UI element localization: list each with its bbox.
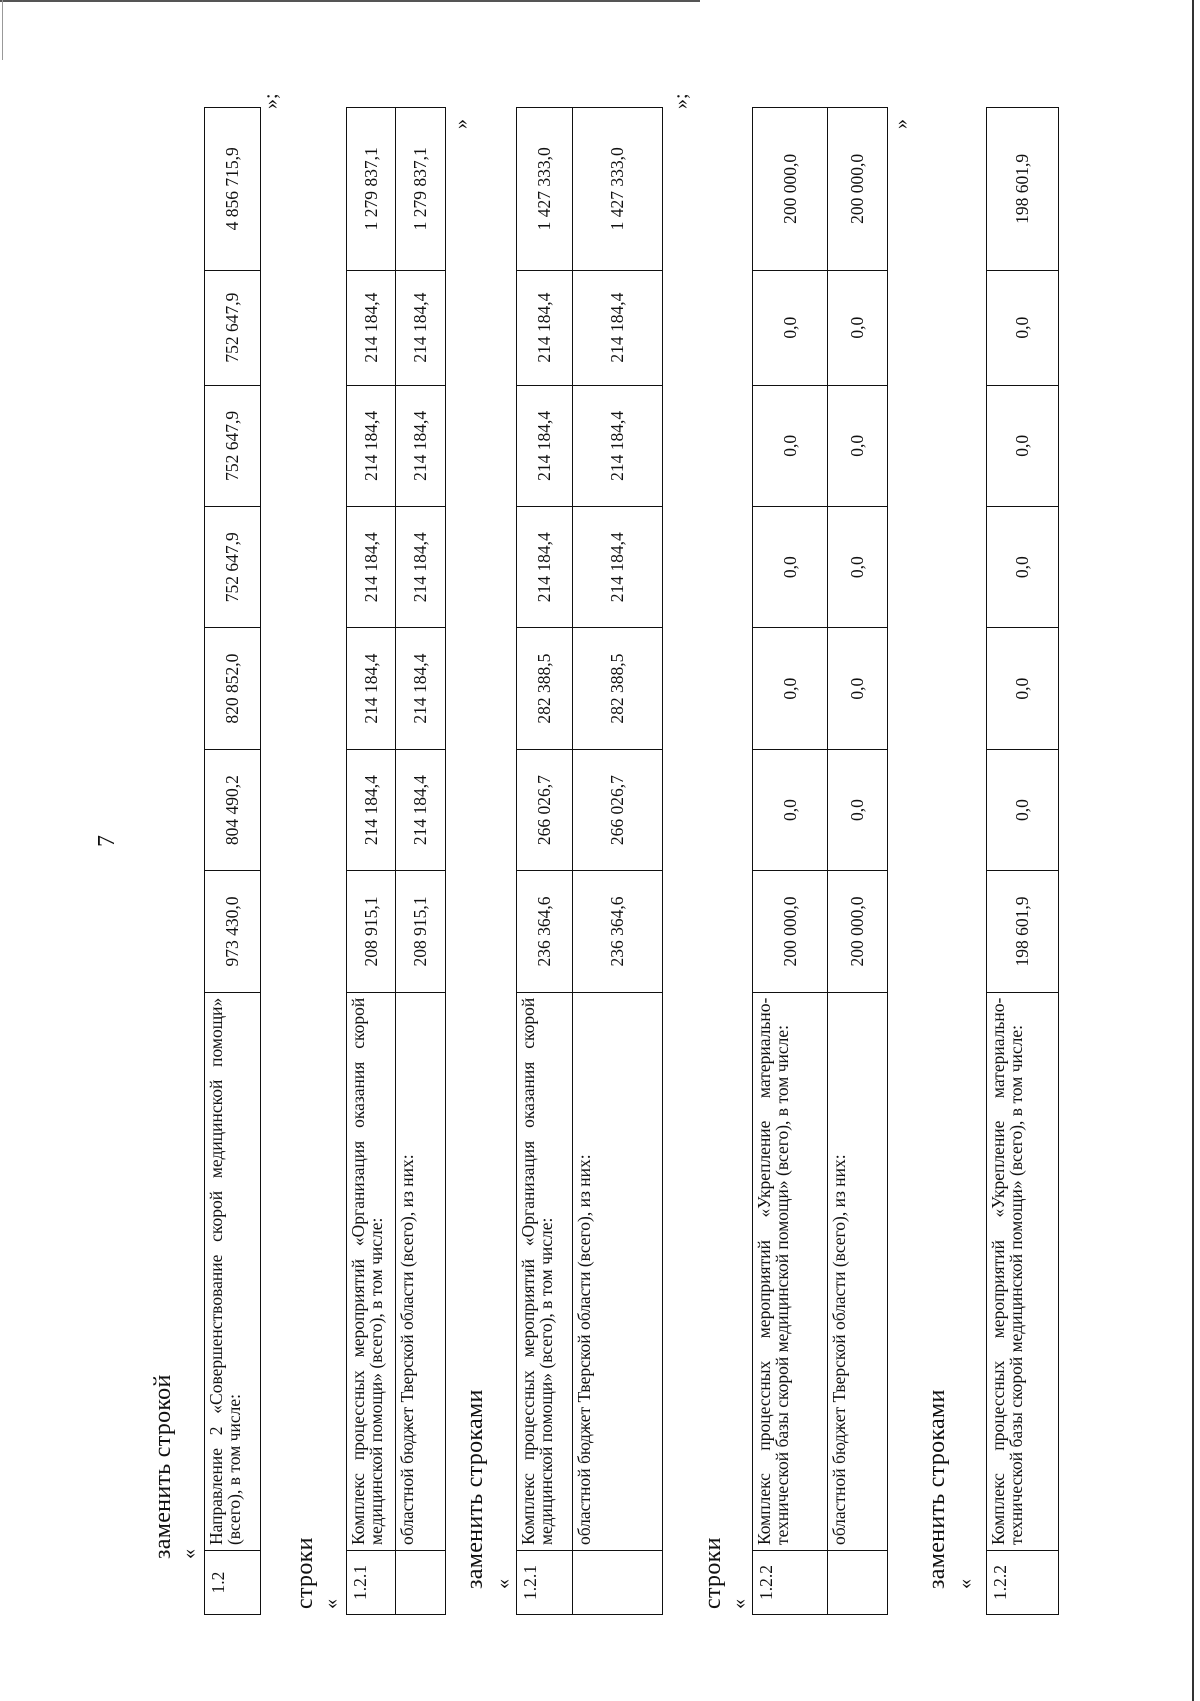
amendment-table-1 xyxy=(204,107,261,1615)
table-row xyxy=(987,108,1059,1615)
row-number: 1.2.1 xyxy=(347,1551,396,1615)
table-row xyxy=(753,108,828,1615)
value-cell: 208 915,1 xyxy=(396,871,446,992)
value-cell: 752 647,9 xyxy=(205,270,261,385)
value-cell: 236 364,6 xyxy=(517,871,573,992)
directive-replace-row: заменить строкой xyxy=(150,1374,176,1559)
row-number xyxy=(573,1551,663,1615)
value-cell: 0,0 xyxy=(753,385,828,506)
row-name: Комплекс процессных мероприятий «Организация оказания скорой медицинской помощи» (всего), в том числе: xyxy=(517,992,573,1550)
value-cell: 0,0 xyxy=(987,507,1059,628)
value-cell: 266 026,7 xyxy=(573,749,663,870)
directive-replace-rows: заменить строками xyxy=(924,1389,950,1589)
value-cell: 200 000,0 xyxy=(828,871,888,992)
value-cell: 214 184,4 xyxy=(396,749,446,870)
value-cell: 214 184,4 xyxy=(396,270,446,385)
quote-close: » xyxy=(890,119,912,129)
value-cell: 214 184,4 xyxy=(347,270,396,385)
page-number: 7 xyxy=(94,835,120,847)
value-cell: 0,0 xyxy=(987,385,1059,506)
quote-open: « xyxy=(954,1579,976,1589)
value-cell: 0,0 xyxy=(753,270,828,385)
value-cell: 282 388,5 xyxy=(573,628,663,749)
value-cell: 0,0 xyxy=(987,270,1059,385)
value-cell: 214 184,4 xyxy=(573,507,663,628)
value-cell-total: 200 000,0 xyxy=(753,108,828,271)
amendment-table-2 xyxy=(346,107,446,1615)
value-cell: 0,0 xyxy=(828,270,888,385)
quote-open: « xyxy=(728,1599,750,1609)
table-row xyxy=(517,108,573,1615)
value-cell: 820 852,0 xyxy=(205,628,261,749)
directive-replace-rows: заменить строками xyxy=(462,1389,488,1589)
row-number: 1.2.2 xyxy=(987,1551,1059,1615)
value-cell-total: 198 601,9 xyxy=(987,108,1059,271)
row-name: Комплекс процессных мероприятий «Организация оказания скорой медицинской помощи» (всего), в том числе: xyxy=(347,992,396,1550)
row-number xyxy=(828,1551,888,1615)
value-cell-total: 1 279 837,1 xyxy=(396,108,446,271)
value-cell: 752 647,9 xyxy=(205,385,261,506)
value-cell: 214 184,4 xyxy=(396,385,446,506)
directive-rows: строки xyxy=(700,1537,726,1609)
quote-open: « xyxy=(320,1599,342,1609)
value-cell-total: 4 856 715,9 xyxy=(205,108,261,271)
amendment-table-3 xyxy=(516,107,663,1615)
value-cell: 198 601,9 xyxy=(987,871,1059,992)
value-cell: 214 184,4 xyxy=(347,507,396,628)
row-number: 1.2.2 xyxy=(753,1551,828,1615)
value-cell: 214 184,4 xyxy=(347,749,396,870)
value-cell: 804 490,2 xyxy=(205,749,261,870)
value-cell: 214 184,4 xyxy=(517,507,573,628)
table-row xyxy=(347,108,396,1615)
value-cell: 214 184,4 xyxy=(573,385,663,506)
value-cell: 0,0 xyxy=(828,628,888,749)
quote-close: » xyxy=(450,119,472,129)
value-cell: 214 184,4 xyxy=(517,385,573,506)
row-number: 1.2 xyxy=(205,1551,261,1615)
value-cell: 214 184,4 xyxy=(396,507,446,628)
row-number: 1.2.1 xyxy=(517,1551,573,1615)
quote-open: « xyxy=(492,1579,514,1589)
quote-close: »; xyxy=(670,93,692,109)
value-cell: 0,0 xyxy=(753,628,828,749)
table-row xyxy=(205,108,261,1615)
row-name: областной бюджет Тверской области (всего), из них: xyxy=(573,992,663,1550)
value-cell: 0,0 xyxy=(753,749,828,870)
value-cell-total: 1 279 837,1 xyxy=(347,108,396,271)
row-number xyxy=(396,1551,446,1615)
directive-rows: строки xyxy=(292,1537,318,1609)
value-cell-total: 200 000,0 xyxy=(828,108,888,271)
quote-close: »; xyxy=(260,93,282,109)
value-cell: 214 184,4 xyxy=(347,628,396,749)
value-cell: 200 000,0 xyxy=(753,871,828,992)
value-cell: 236 364,6 xyxy=(573,871,663,992)
quote-open: « xyxy=(178,1549,200,1559)
amendment-table-5 xyxy=(986,107,1059,1615)
row-name: областной бюджет Тверской области (всего), из них: xyxy=(828,992,888,1550)
amendment-table-4 xyxy=(752,107,888,1615)
value-cell: 214 184,4 xyxy=(396,628,446,749)
table-row xyxy=(573,108,663,1615)
row-name: Комплекс процессных мероприятий «Укрепление материально-технической базы скорой медицинской помощи» (всего), в том числе: xyxy=(987,992,1059,1550)
row-name: Комплекс процессных мероприятий «Укрепление материально-технической базы скорой медицинской помощи» (всего), в том числе: xyxy=(753,992,828,1550)
table-row xyxy=(396,108,446,1615)
value-cell-total: 1 427 333,0 xyxy=(573,108,663,271)
value-cell: 214 184,4 xyxy=(517,270,573,385)
value-cell: 973 430,0 xyxy=(205,871,261,992)
value-cell: 0,0 xyxy=(828,385,888,506)
value-cell: 0,0 xyxy=(753,507,828,628)
value-cell: 266 026,7 xyxy=(517,749,573,870)
value-cell-total: 1 427 333,0 xyxy=(517,108,573,271)
value-cell: 0,0 xyxy=(987,628,1059,749)
value-cell: 0,0 xyxy=(828,749,888,870)
value-cell: 208 915,1 xyxy=(347,871,396,992)
row-name: областной бюджет Тверской области (всего), из них: xyxy=(396,992,446,1550)
value-cell: 214 184,4 xyxy=(573,270,663,385)
value-cell: 0,0 xyxy=(987,749,1059,870)
value-cell: 214 184,4 xyxy=(347,385,396,506)
value-cell: 752 647,9 xyxy=(205,507,261,628)
table-row xyxy=(828,108,888,1615)
value-cell: 282 388,5 xyxy=(517,628,573,749)
value-cell: 0,0 xyxy=(828,507,888,628)
row-name: Направление 2 «Совершенствование скорой медицинской помощи» (всего), в том числе: xyxy=(205,992,261,1550)
